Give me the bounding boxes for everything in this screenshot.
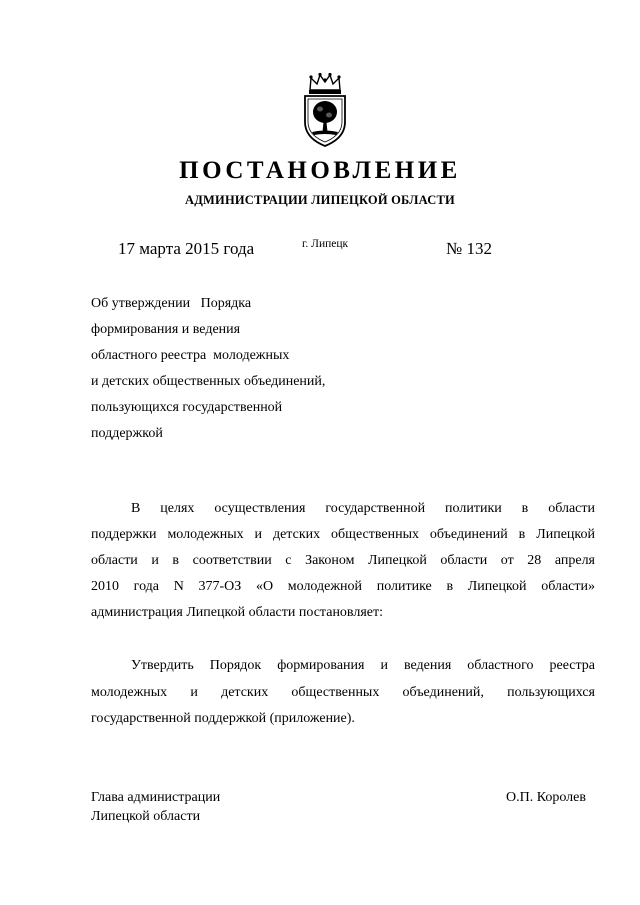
signatory-position bbox=[91, 788, 220, 826]
paragraph-line: молодежных и детских общественных объединений, пользующихся bbox=[91, 684, 595, 700]
document-subject bbox=[91, 291, 325, 447]
paragraph-line: Утвердить Порядок формирования и ведения областного реестра bbox=[131, 658, 595, 673]
subject-line: областного реестра молодежных bbox=[91, 348, 290, 363]
signatory-position-line: Глава администрации bbox=[91, 790, 221, 805]
document-subtitle: АДМИНИСТРАЦИИ ЛИПЕЦКОЙ ОБЛАСТИ bbox=[185, 193, 455, 207]
subject-line: формирования и ведения bbox=[91, 322, 241, 337]
body-paragraph-preamble bbox=[91, 496, 595, 626]
document-title: ПОСТАНОВЛЕНИЕ bbox=[179, 157, 461, 184]
paragraph-line: поддержки молодежных и детских общественных объединений в Липецкой bbox=[91, 527, 595, 542]
paragraph-line: администрация Липецкой области постановляет: bbox=[91, 605, 384, 620]
paragraph-line: В целях осуществления государственной политики в области bbox=[131, 501, 595, 516]
paragraph-line: области и в соответствии с Законом Липецкой области от 28 апреля bbox=[91, 553, 595, 568]
subject-line: пользующихся государственной bbox=[91, 400, 283, 415]
paragraph-line: государственной поддержкой (приложение). bbox=[91, 711, 355, 726]
document-city: г. Липецк bbox=[302, 238, 349, 250]
body-paragraph-resolution bbox=[91, 653, 595, 733]
signatory-position-line: Липецкой области bbox=[91, 809, 201, 824]
paragraph-line: 2010 года N 377-ОЗ «О молодежной политике в Липецкой области» bbox=[91, 579, 595, 594]
subject-line: и детских общественных объединений, bbox=[91, 374, 326, 389]
document-number: № 132 bbox=[446, 239, 492, 258]
subject-line: поддержкой bbox=[91, 426, 163, 441]
lipetsk-coat-of-arms-icon bbox=[298, 72, 352, 148]
signatory-name: О.П. Королев bbox=[506, 790, 586, 805]
document-date: 17 марта 2015 года bbox=[118, 239, 255, 258]
subject-line: Об утверждении Порядка bbox=[91, 296, 252, 311]
